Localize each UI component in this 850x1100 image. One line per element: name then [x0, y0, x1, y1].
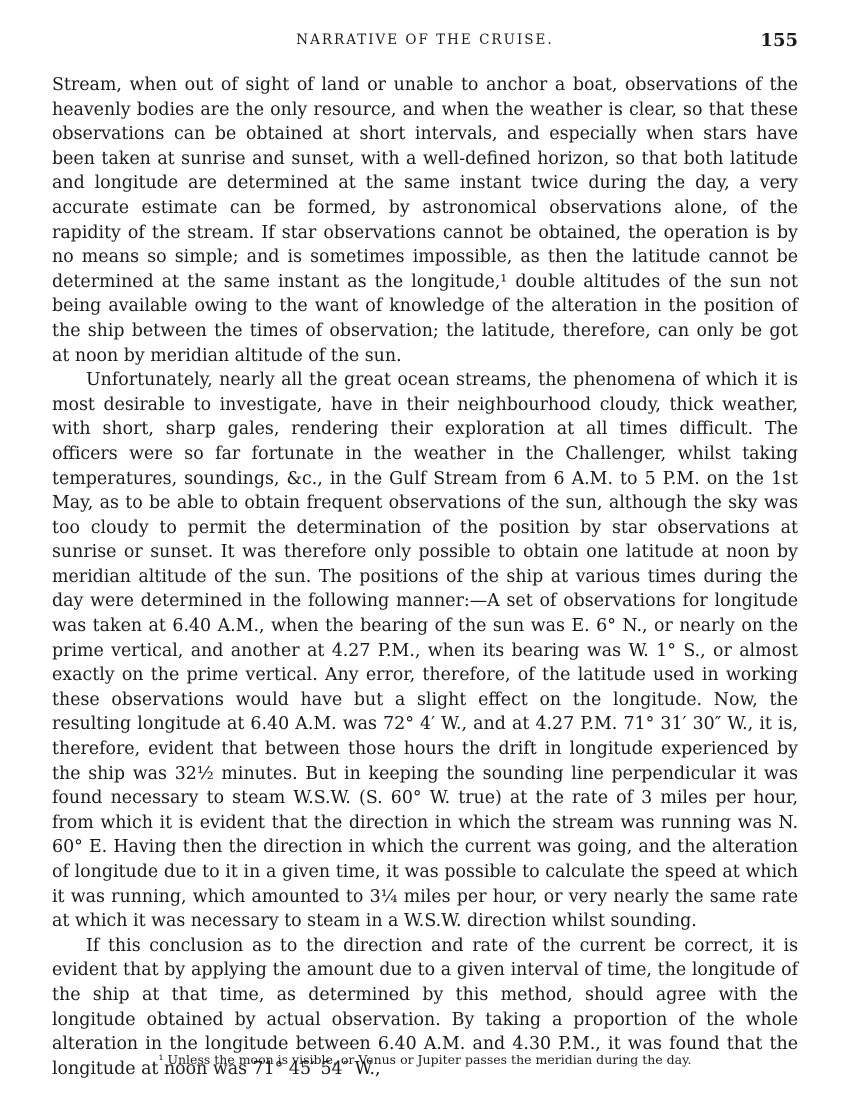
body-text: [52, 73, 798, 1081]
running-head: NARRATIVE OF THE CRUISE.: [296, 32, 554, 48]
paragraph-2: Unfortunately, nearly all the great ocean streams, the phenomena of which it is most desirable to investigate, have in their neighbourhood cloudy, thick weather, with short, sharp gales, rendering their exploration at all times difficult. The officers were so far fortunate in the weather in the Challenger, whilst taking temperatures, soundings, &c., in the Gulf Stream from 6 A.M. to 5 P.M. on the 1st May, as to be able to obtain frequent observations of the sun, although the sky was too cloudy to permit the determination of the position by star observations at sunrise or sunset. It was therefore only possible to obtain one latitude at noon by meridian altitude of the sun. The positions of the ship at various times during the day were determined in the following manner:—A set of observations for longitude was taken at 6.40 A.M., when the bearing of the sun was E. 6° N., or nearly on the prime vertical, and another at 4.27 P.M., when its bearing was W. 1° S., or almost exactly on the prime vertical. Any error, therefore, of the latitude used in working these observations would have but a slight effect on the longitude. Now, the resulting longitude at 6.40 A.M. was 72° 4′ W., and at 4.27 P.M. 71° 31′ 30″ W., it is, therefore, evident that between those hours the drift in longitude experienced by the ship was 32½ minutes. But in keeping the sounding line perpendicular it was found necessary to steam W.S.W. (S. 60° W. true) at the rate of 3 miles per hour, from which it is evident that the direction in which the stream was running was N. 60° E. Having then the direction in which the current was going, and the alteration of longitude due to it in a given time, it was possible to calculate the speed at which it was running, which amounted to 3¼ miles per hour, or very nearly the same rate at which it was necessary to steam in a W.S.W. direction whilst sounding.: [52, 370, 798, 932]
page-header: [52, 30, 798, 54]
page-number: 155: [760, 30, 798, 51]
paragraph-1: Stream, when out of sight of land or unable to anchor a boat, observations of the heavenly bodies are the only resource, and when the weather is clear, so that these observations can be obtained at short intervals, and especially when stars have been taken at sunrise and sunset, with a well-defined horizon, so that both latitude and longitude are determined at the same instant twice during the day, a very accurate estimate can be formed, by astronomical observations alone, of the rapidity of the stream. If star observations cannot be obtained, the operation is by no means so simple; and is sometimes impossible, as then the latitude cannot be determined at the same instant as the longitude,¹ double altitudes of the sun not being available owing to the want of knowledge of the alteration in the position of the ship between the times of observation; the latitude, therefore, can only be got at noon by meridian altitude of the sun.: [52, 75, 798, 366]
paragraph-3: If this conclusion as to the direction and rate of the current be correct, it is evident that by applying the amount due to a given interval of time, the longitude of the ship at that time, as determined by this method, should agree with the longitude obtained by actual observation. By taking a proportion of the whole alteration in the longitude between 6.40 A.M. and 4.30 P.M., it was found that the longitude at noon was 71° 45′ 54″ W.,: [52, 935, 798, 1079]
footnote: ¹ Unless the moon is visible, or Venus or Jupiter passes the meridian during the day.: [158, 1052, 692, 1067]
